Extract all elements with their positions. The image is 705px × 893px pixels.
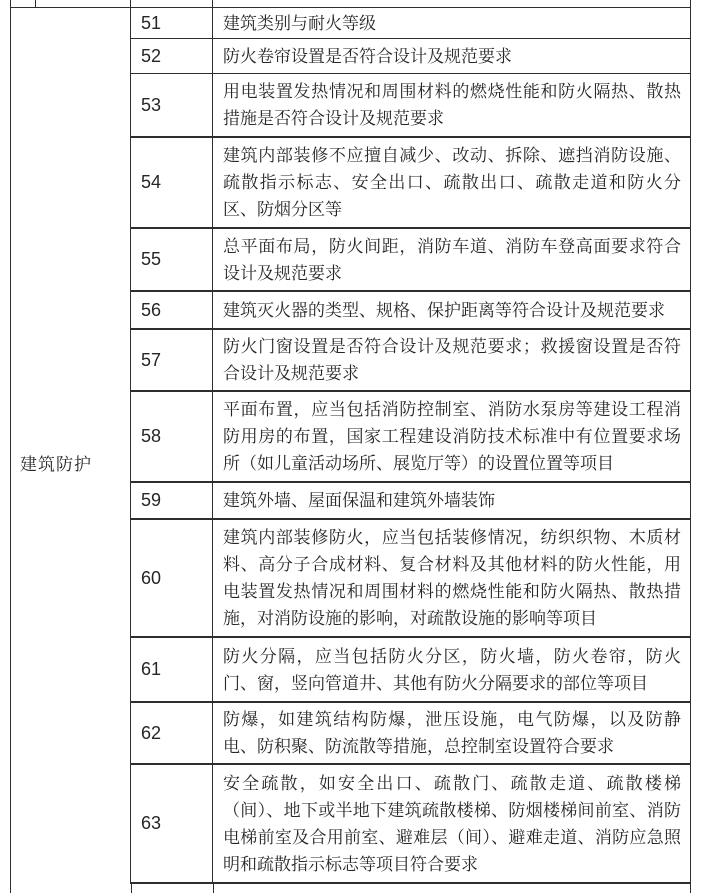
row-description: 安全疏散，如安全出口、疏散门、疏散走道、疏散楼梯（间）、地下或半地下建筑疏散楼梯、防烟楼梯间前室、消防电梯前室及合用前室、避难层（间）、避难走道、消防应急照明和疏散指示标志等项目符合要求 bbox=[223, 773, 681, 874]
row-description: 建筑内部装修不应擅自减少、改动、拆除、遮挡消防设施、疏散指示标志、安全出口、疏散出口、疏散走道和防火分区、防烟分区等 bbox=[223, 146, 681, 219]
row-number: 57 bbox=[141, 349, 162, 370]
row-number-cell bbox=[131, 520, 213, 636]
row-number: 60 bbox=[141, 567, 162, 588]
category-label: 建筑防护 bbox=[20, 454, 92, 474]
next-row-remnant bbox=[11, 884, 690, 893]
remnant-cell bbox=[214, 884, 690, 893]
table-row bbox=[131, 229, 690, 292]
row-number: 54 bbox=[141, 172, 162, 192]
table-row bbox=[131, 638, 690, 703]
row-number: 61 bbox=[141, 659, 162, 679]
remnant-cell bbox=[131, 0, 213, 7]
row-description-cell bbox=[213, 39, 690, 73]
table-row bbox=[131, 39, 690, 74]
row-description-cell bbox=[213, 392, 690, 481]
table-row bbox=[131, 520, 690, 638]
row-description-cell bbox=[213, 292, 690, 328]
row-description-cell bbox=[213, 74, 690, 136]
row-number: 62 bbox=[141, 722, 162, 743]
row-number-cell bbox=[131, 229, 213, 290]
table-row bbox=[131, 330, 690, 392]
row-number-cell bbox=[131, 703, 213, 763]
row-number-cell bbox=[131, 330, 213, 390]
row-description-cell bbox=[213, 138, 690, 227]
row-description-cell bbox=[213, 8, 690, 38]
table-row bbox=[131, 483, 690, 520]
row-number-cell bbox=[131, 39, 213, 73]
table-row bbox=[131, 765, 690, 884]
row-description: 防火分隔，应当包括防火分区，防火墙，防火卷帘，防火门、窗，竖向管道井、其他有防火分隔要求的部位等项目 bbox=[223, 646, 681, 693]
row-number-cell bbox=[131, 74, 213, 136]
row-number-cell bbox=[131, 292, 213, 328]
table-row bbox=[131, 392, 690, 483]
row-number: 63 bbox=[141, 813, 162, 833]
row-number: 52 bbox=[141, 45, 162, 66]
row-description-cell bbox=[213, 229, 690, 290]
row-number-cell bbox=[131, 392, 213, 481]
row-number: 53 bbox=[141, 94, 162, 115]
row-number: 56 bbox=[141, 299, 162, 320]
previous-row-remnant bbox=[11, 0, 690, 8]
row-number-cell bbox=[131, 765, 213, 882]
row-number: 51 bbox=[141, 12, 162, 33]
row-description: 建筑内部装修防火，应当包括装修情况，纺织织物、木质材料、高分子合成材料、复合材料及其他材料的防火性能，用电装置发热情况和周围材料的燃烧性能和防火隔热、散热措施，对消防设施的影响，对疏散设施的影响等项目 bbox=[223, 528, 681, 628]
row-number: 59 bbox=[141, 490, 162, 510]
row-description: 防火门窗设置是否符合设计及规范要求；救援窗设置是否符合设计及规范要求 bbox=[223, 337, 681, 383]
row-number-cell bbox=[131, 8, 213, 38]
table-row bbox=[131, 8, 690, 39]
remnant-cell bbox=[11, 884, 132, 893]
remnant-cell bbox=[213, 0, 690, 7]
row-number: 55 bbox=[141, 249, 162, 269]
row-description-cell bbox=[213, 765, 690, 882]
table-body bbox=[11, 8, 690, 884]
row-description: 建筑外墙、屋面保温和建筑外墙装饰 bbox=[223, 491, 495, 510]
row-description: 建筑类别与耐火等级 bbox=[223, 13, 376, 33]
remnant-cell bbox=[11, 0, 36, 7]
row-description-cell bbox=[213, 483, 690, 518]
table-row bbox=[131, 138, 690, 229]
row-number-cell bbox=[131, 638, 213, 701]
row-description-cell bbox=[213, 703, 690, 763]
row-number-cell bbox=[131, 483, 213, 518]
row-description-cell bbox=[213, 330, 690, 390]
row-description: 建筑灭火器的类型、规格、保护距离等符合设计及规范要求 bbox=[223, 300, 665, 320]
row-description: 防火卷帘设置是否符合设计及规范要求 bbox=[223, 46, 512, 66]
remnant-cell bbox=[36, 0, 131, 7]
row-description: 平面布置，应当包括消防控制室、消防水泵房等建设工程消防用房的布置，国家工程建设消防技术标准中有位置要求场所（如儿童活动场所、展览厅等）的设置位置等项目 bbox=[223, 400, 681, 473]
row-number: 58 bbox=[141, 426, 162, 446]
category-cell bbox=[11, 8, 131, 884]
row-description: 总平面布局，防火间距，消防车道、消防车登高面要求符合设计及规范要求 bbox=[223, 236, 681, 283]
table-row bbox=[131, 74, 690, 138]
row-description: 用电装置发热情况和周围材料的燃烧性能和防火隔热、散热措施是否符合设计及规范要求 bbox=[223, 82, 681, 128]
table-row bbox=[131, 703, 690, 765]
table-row bbox=[131, 292, 690, 330]
row-number-cell bbox=[131, 138, 213, 227]
remnant-cell bbox=[132, 884, 214, 893]
row-description-cell bbox=[213, 520, 690, 636]
row-description: 防爆，如建筑结构防爆，泄压设施，电气防爆，以及防静电、防积聚、防流散等措施，总控制室设置符合要求 bbox=[223, 710, 681, 756]
row-description-cell bbox=[213, 638, 690, 701]
rows-container bbox=[131, 8, 690, 884]
inspection-table bbox=[10, 0, 691, 893]
